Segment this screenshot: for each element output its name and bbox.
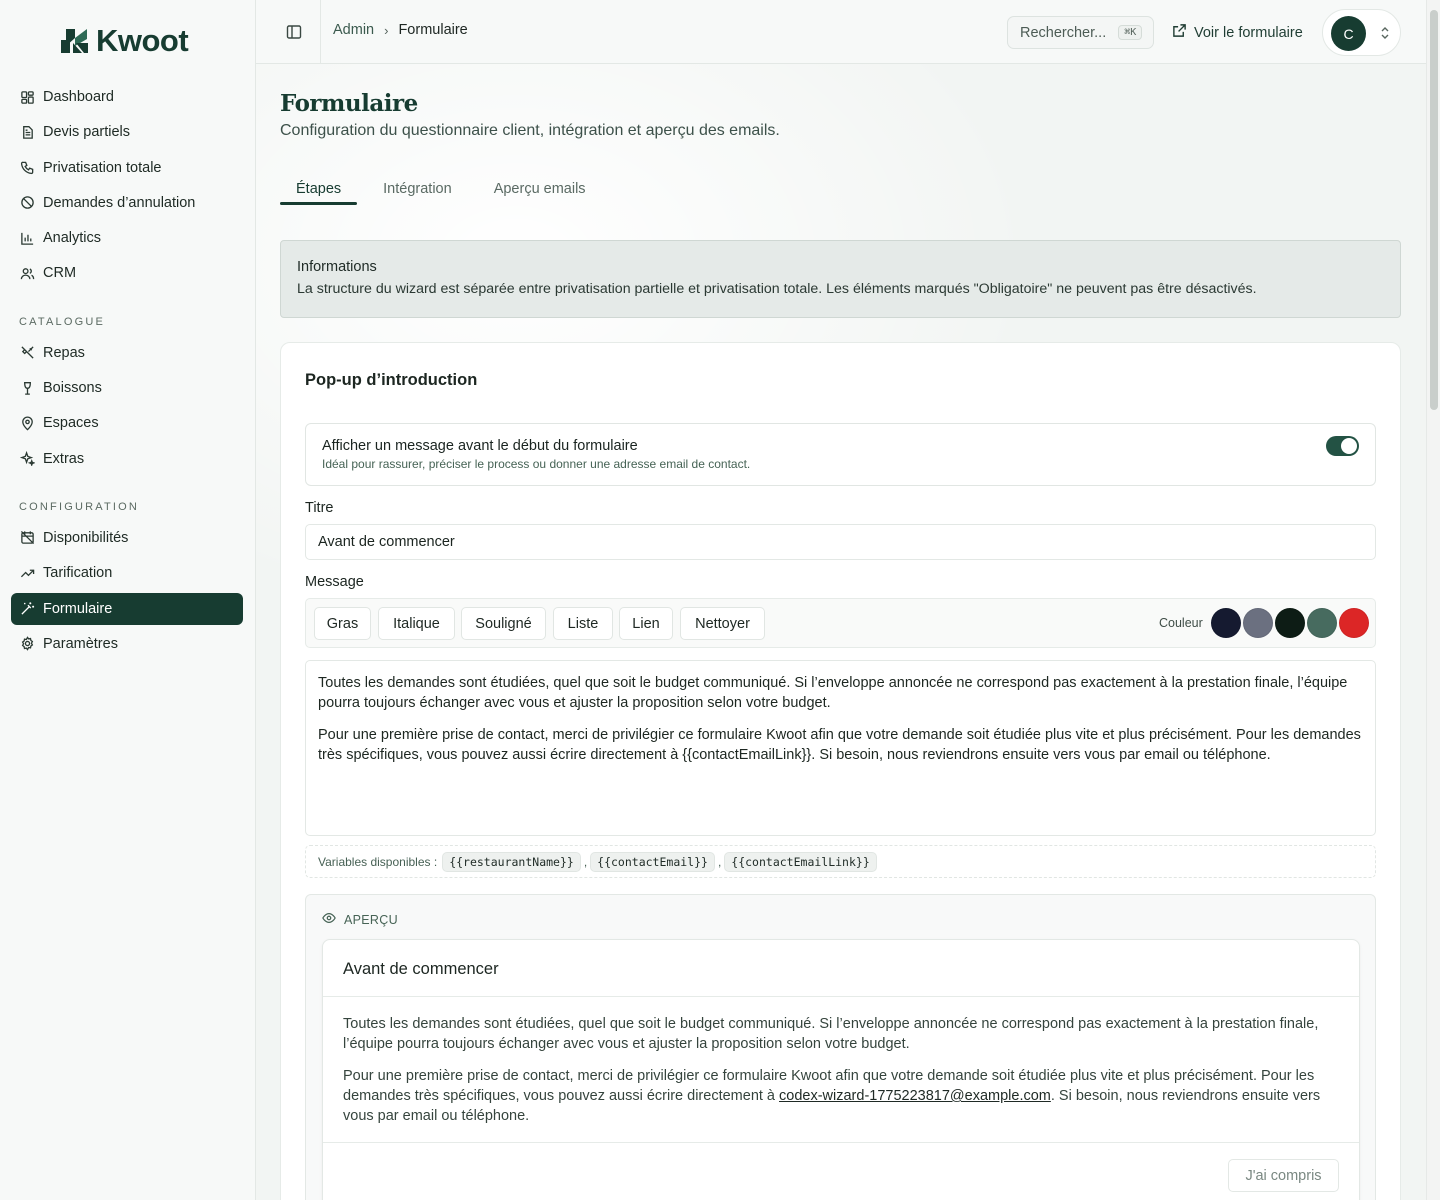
page-title: Formulaire bbox=[280, 90, 418, 117]
message-editor[interactable] bbox=[305, 660, 1376, 836]
avatar: C bbox=[1331, 16, 1366, 51]
message-paragraph: Toutes les demandes sont étudiées, quel que soit le budget communiqué. Si l’enveloppe annoncée ne correspond pas exactement à la prestation finale, l’équipe pourra toujours échanger avec vous et ajuster la proposition selon votre budget. bbox=[318, 675, 1348, 711]
understood-button[interactable]: J'ai compris bbox=[1228, 1159, 1339, 1192]
info-text: La structure du wizard est séparée entre privatisation partielle et privatisation totale. Les éléments marqués "Obligatoire" ne peuvent pas être désactivés. bbox=[297, 281, 1257, 297]
chevron-right-icon: › bbox=[384, 22, 389, 38]
sidebar-item-formulaire[interactable] bbox=[11, 593, 243, 625]
chevron-up-down-icon bbox=[1379, 25, 1391, 41]
sidebar-item-demandes-annulation[interactable] bbox=[11, 187, 243, 219]
preview-modal-title: Avant de commencer bbox=[343, 960, 499, 978]
sidebar bbox=[0, 0, 256, 1200]
sidebar-item-label: Disponibilités bbox=[43, 529, 129, 546]
preview-paragraph-text: . Si besoin, nous reviendrons ensuite vers vous par email ou téléphone. bbox=[343, 1088, 1321, 1124]
section-label-configuration: CONFIGURATION bbox=[19, 500, 140, 513]
sidebar-item-label: Paramètres bbox=[43, 635, 118, 652]
sidebar-item-devis-partiels[interactable] bbox=[11, 116, 243, 148]
info-box bbox=[280, 240, 1401, 318]
tab-apercu-emails[interactable]: Aperçu emails bbox=[493, 181, 586, 197]
tab-integration[interactable]: Intégration bbox=[383, 181, 452, 197]
underline-button[interactable]: Souligné bbox=[461, 607, 546, 640]
view-form-link[interactable] bbox=[1172, 23, 1303, 42]
breadcrumb-current: Formulaire bbox=[398, 22, 468, 38]
sidebar-toggle-icon[interactable] bbox=[286, 24, 302, 40]
file-text-icon bbox=[19, 124, 35, 140]
variables-label: Variables disponibles : bbox=[318, 854, 438, 869]
preview-label bbox=[322, 911, 398, 928]
sidebar-item-label: CRM bbox=[43, 265, 77, 282]
user-menu[interactable] bbox=[1322, 9, 1401, 56]
sidebar-item-label: Repas bbox=[43, 344, 85, 361]
show-popup-switch[interactable] bbox=[1326, 436, 1359, 456]
map-pin-icon bbox=[19, 415, 35, 431]
dashboard-icon bbox=[19, 89, 35, 105]
kwoot-logo-icon bbox=[60, 26, 90, 56]
section-label-catalogue: CATALOGUE bbox=[19, 315, 106, 328]
trending-up-icon bbox=[19, 565, 35, 581]
wand-icon bbox=[19, 601, 35, 617]
clear-format-button[interactable]: Nettoyer bbox=[680, 607, 765, 640]
sidebar-item-repas[interactable] bbox=[11, 337, 243, 369]
available-variables bbox=[305, 845, 1376, 878]
bar-chart-icon bbox=[19, 230, 35, 246]
toggle-hint: Idéal pour rassurer, préciser le process ou donner une adresse email de contact. bbox=[322, 457, 751, 471]
title-input[interactable] bbox=[305, 524, 1376, 560]
show-popup-toggle-row bbox=[305, 423, 1376, 486]
topbar bbox=[256, 0, 1426, 64]
preview-paragraph bbox=[343, 1066, 1333, 1126]
italic-button[interactable]: Italique bbox=[378, 607, 455, 640]
preview-modal-body bbox=[343, 1014, 1333, 1138]
gear-icon bbox=[19, 636, 35, 652]
sidebar-item-label: Privatisation totale bbox=[43, 159, 162, 176]
color-swatch-navy[interactable] bbox=[1211, 608, 1241, 638]
sidebar-item-label: Dashboard bbox=[43, 89, 114, 105]
message-field-label: Message bbox=[305, 574, 364, 590]
color-swatch-gray[interactable] bbox=[1243, 608, 1273, 638]
search-label: Rechercher... bbox=[1020, 24, 1107, 41]
sidebar-item-tarification[interactable] bbox=[11, 557, 243, 589]
sidebar-item-analytics[interactable] bbox=[11, 222, 243, 254]
sidebar-item-label: Espaces bbox=[43, 415, 99, 432]
preview-label-text: APERÇU bbox=[344, 912, 398, 927]
search-button[interactable] bbox=[1007, 16, 1154, 49]
sidebar-item-extras[interactable] bbox=[11, 443, 243, 475]
page-subtitle: Configuration du questionnaire client, intégration et aperçu des emails. bbox=[280, 122, 780, 139]
color-label: Couleur bbox=[1159, 616, 1203, 630]
scrollbar-thumb[interactable] bbox=[1430, 10, 1438, 410]
variable-chip[interactable]: {{contactEmailLink}} bbox=[724, 852, 876, 872]
eye-icon bbox=[322, 911, 336, 928]
logo-text: Kwoot bbox=[96, 23, 189, 58]
variable-chip[interactable]: {{contactEmail}} bbox=[590, 852, 715, 872]
ban-icon bbox=[19, 195, 35, 211]
wine-icon bbox=[19, 380, 35, 396]
sidebar-item-label: Boissons bbox=[43, 380, 102, 397]
popup-preview bbox=[305, 894, 1376, 1200]
view-form-label: Voir le formulaire bbox=[1194, 24, 1303, 41]
variable-chip[interactable]: {{restaurantName}} bbox=[442, 852, 581, 872]
users-icon bbox=[19, 265, 35, 281]
popup-section-title: Pop-up d’introduction bbox=[305, 371, 478, 389]
color-swatch-red[interactable] bbox=[1339, 608, 1369, 638]
color-swatch-dark-green[interactable] bbox=[1275, 608, 1305, 638]
sidebar-item-parametres[interactable] bbox=[11, 628, 243, 660]
sidebar-item-label: Analytics bbox=[43, 230, 102, 247]
link-button[interactable]: Lien bbox=[619, 607, 673, 640]
preview-paragraph: Toutes les demandes sont étudiées, quel que soit le budget communiqué. Si l’enveloppe annoncée ne correspond pas exactement à la prestation finale, l’équipe pourra toujours échanger avec vous et ajuster la proposition selon votre budget. bbox=[343, 1016, 1319, 1052]
sidebar-item-privatisation-totale[interactable] bbox=[11, 152, 243, 184]
utensils-icon bbox=[19, 345, 35, 361]
message-paragraph: Pour une première prise de contact, merci de privilégier ce formulaire Kwoot afin que votre demande soit étudiée plus vite et plus précisément. Pour les demandes très spécifiques, vous pouvez aussi écrire directement à {{contactEmailLink}}. Si besoin, nous reviendrons ensuite vers vous par email ou téléphone. bbox=[318, 727, 1361, 763]
phone-icon bbox=[19, 160, 35, 176]
tabs bbox=[280, 176, 612, 205]
sidebar-item-label: Devis partiels bbox=[43, 124, 131, 141]
calendar-off-icon bbox=[19, 530, 35, 546]
modal-divider bbox=[323, 1142, 1359, 1143]
page-scrollbar[interactable] bbox=[1426, 0, 1440, 1200]
sidebar-item-boissons[interactable] bbox=[11, 372, 243, 404]
sidebar-item-label: Tarification bbox=[43, 565, 113, 582]
bold-button[interactable]: Gras bbox=[314, 607, 371, 640]
preview-modal bbox=[322, 939, 1360, 1200]
sidebar-nav bbox=[11, 81, 243, 663]
breadcrumb bbox=[333, 22, 468, 38]
sparkles-icon bbox=[19, 451, 35, 467]
popup-intro-card bbox=[280, 342, 1401, 1200]
sidebar-item-disponibilites[interactable] bbox=[11, 522, 243, 554]
editor-toolbar bbox=[305, 598, 1376, 648]
sidebar-item-crm[interactable] bbox=[11, 257, 243, 289]
sidebar-item-dashboard[interactable] bbox=[11, 81, 243, 113]
external-link-icon bbox=[1172, 23, 1187, 42]
modal-divider bbox=[323, 996, 1359, 997]
list-button[interactable]: Liste bbox=[553, 607, 613, 640]
search-shortcut: ⌘K bbox=[1118, 25, 1142, 40]
sidebar-item-label: Formulaire bbox=[43, 600, 113, 617]
main-content bbox=[256, 0, 1426, 1200]
info-title: Informations bbox=[297, 259, 377, 275]
sidebar-item-espaces[interactable] bbox=[11, 407, 243, 439]
breadcrumb-admin[interactable]: Admin bbox=[333, 22, 375, 38]
sidebar-item-label: Extras bbox=[43, 450, 85, 467]
logo[interactable] bbox=[60, 24, 188, 58]
preview-paragraph-text: Pour une première prise de contact, merci de privilégier ce formulaire Kwoot afin que votre demande soit étudiée plus vite et plus précisément. Pour les demandes très spécifiques, vous pouvez aussi écrire directement à bbox=[343, 1068, 1315, 1104]
topbar-divider bbox=[320, 0, 321, 64]
color-swatch-sage[interactable] bbox=[1307, 608, 1337, 638]
sidebar-item-label: Demandes d’annulation bbox=[43, 194, 196, 211]
variable-separator: , bbox=[583, 854, 588, 869]
tab-etapes[interactable]: Étapes bbox=[280, 176, 357, 205]
variable-separator: , bbox=[717, 854, 722, 869]
toggle-label: Afficher un message avant le début du formulaire bbox=[322, 438, 638, 454]
title-field-label: Titre bbox=[305, 500, 334, 516]
contact-email-link[interactable]: codex-wizard-1775223817@example.com bbox=[779, 1088, 1051, 1104]
